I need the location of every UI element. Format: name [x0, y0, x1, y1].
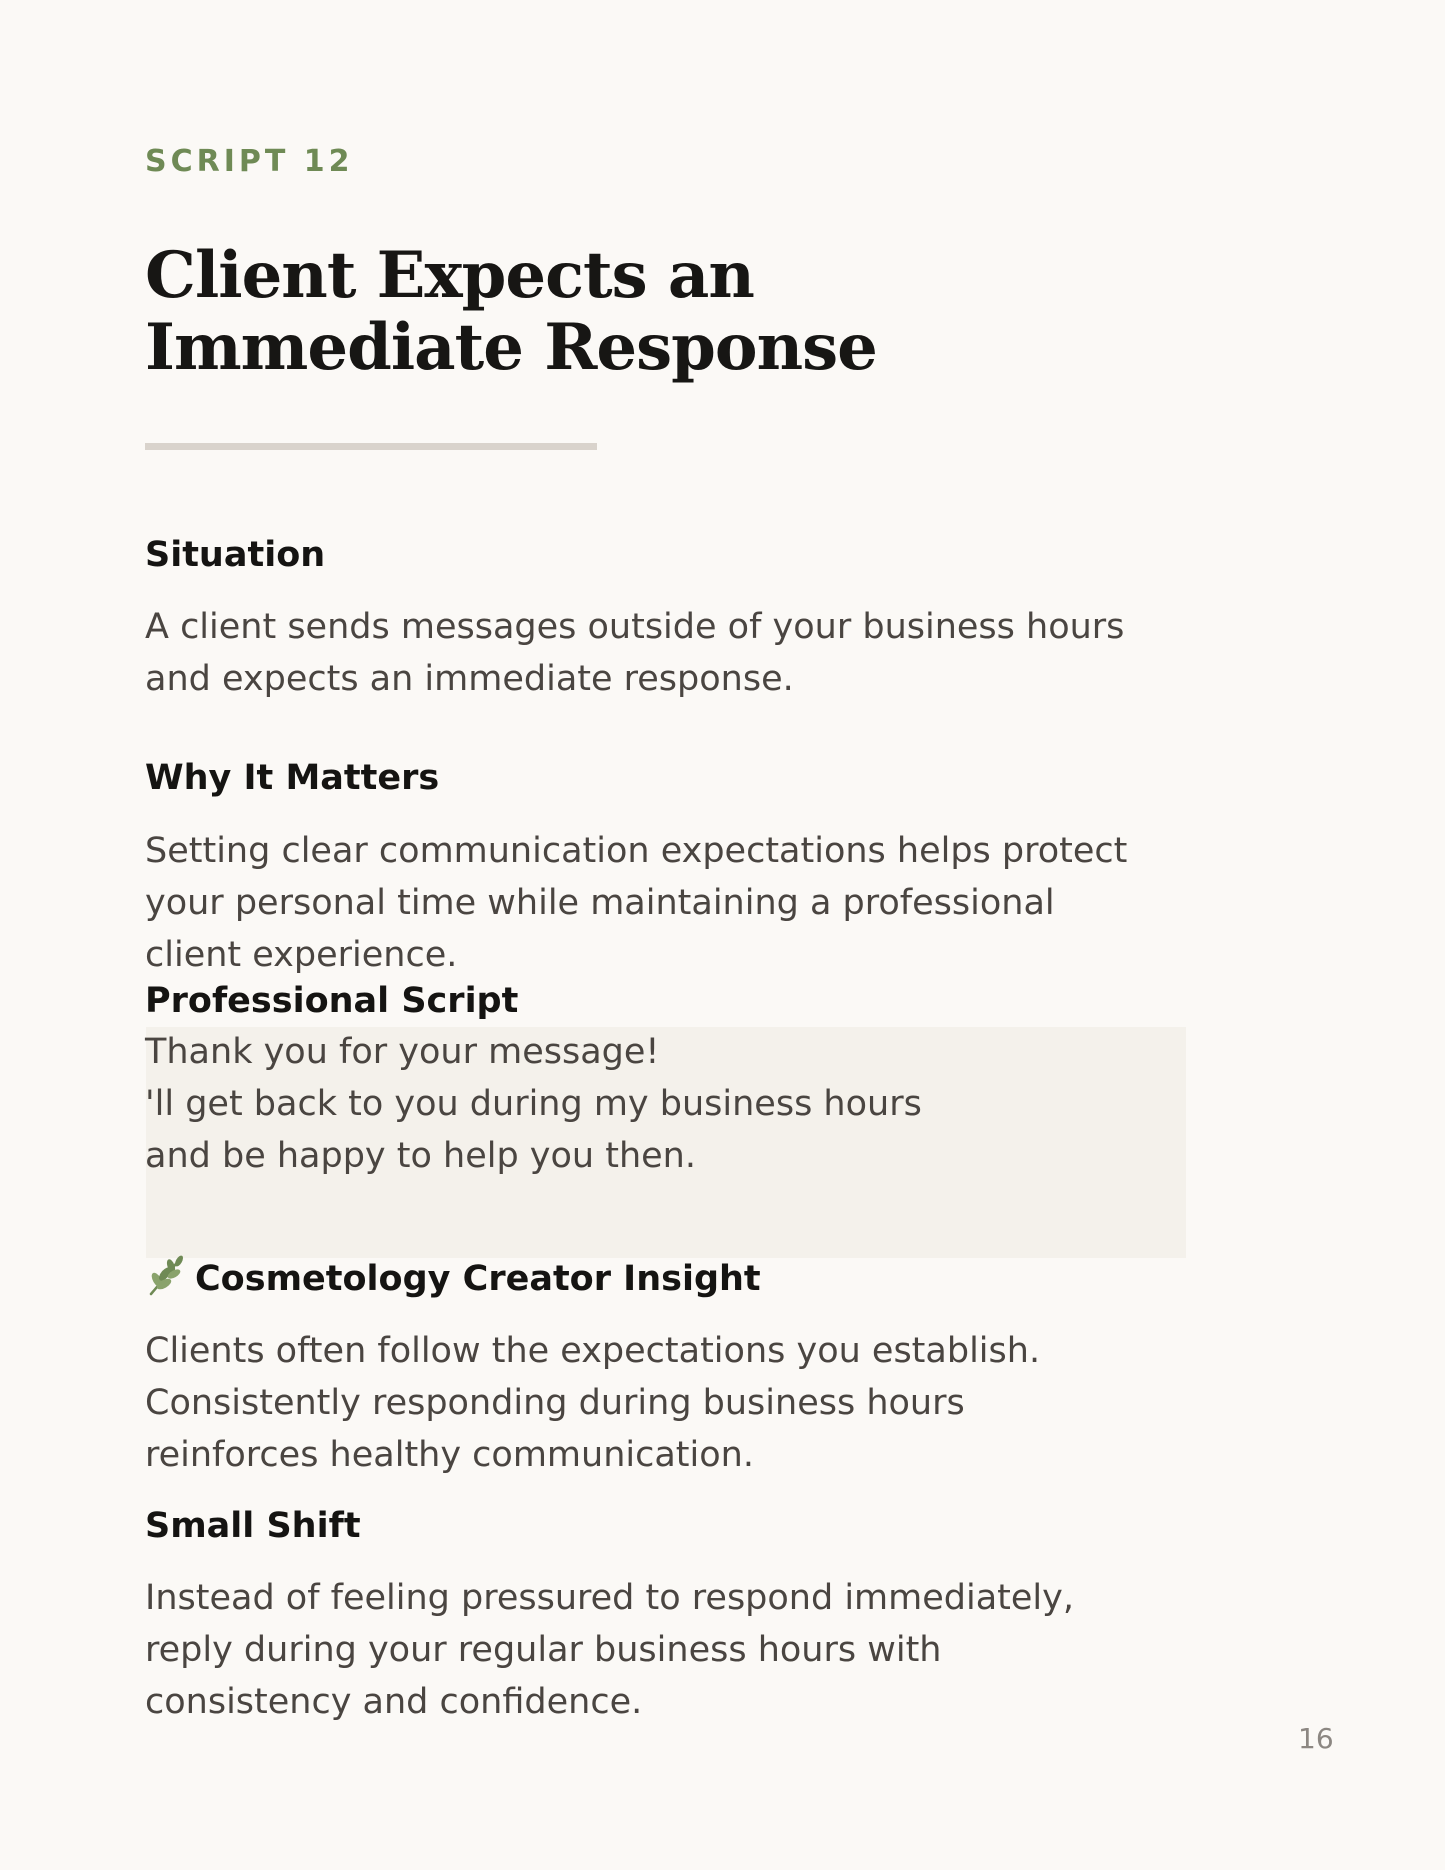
page-number: 16	[1298, 1722, 1334, 1755]
why-line-3: client experience.	[145, 935, 458, 975]
shift-line-2: reply during your regular business hours with	[145, 1630, 942, 1670]
why-line-2: your personal time while maintaining a professional	[145, 883, 1055, 923]
insight-heading	[145, 1257, 761, 1302]
script-line-3: and be happy to help you then.	[145, 1136, 696, 1176]
script-heading: Professional Script	[145, 981, 519, 1021]
script-line-2: 'll get back to you during my business hours	[145, 1084, 922, 1124]
situation-text	[145, 601, 1265, 705]
leaf-icon	[145, 1254, 187, 1298]
page-title	[145, 240, 1045, 384]
script-line-1: Thank you for your message!	[145, 1032, 660, 1072]
why-heading: Why It Matters	[145, 758, 440, 798]
title-line-2: Immediate Response	[145, 310, 877, 385]
situation-line-2: and expects an immediate response.	[145, 659, 794, 699]
shift-heading: Small Shift	[145, 1506, 361, 1546]
situation-line-1: A client sends messages outside of your business hours	[145, 607, 1125, 647]
why-text	[145, 825, 1265, 981]
insight-heading-text: Cosmetology Creator Insight	[195, 1259, 761, 1299]
shift-line-3: consistency and confidence.	[145, 1682, 643, 1722]
script-label: SCRIPT 12	[145, 144, 354, 179]
insight-line-3: reinforces healthy communication.	[145, 1435, 754, 1475]
shift-line-1: Instead of feeling pressured to respond immediately,	[145, 1578, 1074, 1618]
title-line-1: Client Expects an	[145, 238, 754, 313]
insight-text	[145, 1325, 1265, 1481]
shift-text	[145, 1572, 1265, 1728]
title-divider	[145, 443, 597, 450]
script-text	[145, 1026, 922, 1182]
insight-line-2: Consistently responding during business hours	[145, 1383, 965, 1423]
why-line-1: Setting clear communication expectations helps protect	[145, 831, 1128, 871]
insight-line-1: Clients often follow the expectations you establish.	[145, 1331, 1041, 1371]
situation-heading: Situation	[145, 535, 326, 575]
